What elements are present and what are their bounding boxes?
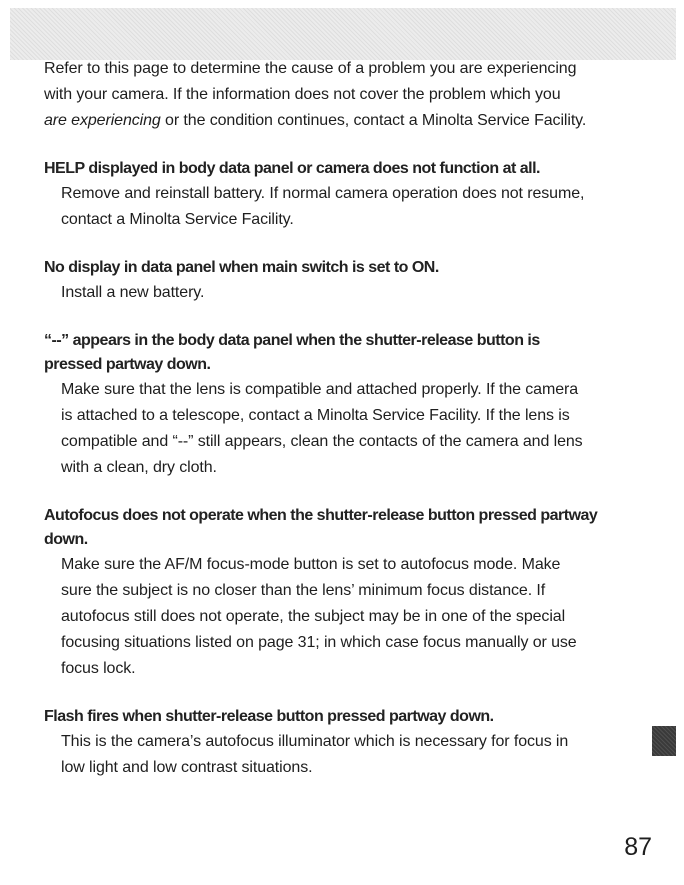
- section-autofocus-not-operating: [44, 504, 644, 682]
- body-line: is attached to a telescope, contact a Minolta Service Facility. If the lens is: [61, 407, 570, 424]
- section-body: [44, 377, 644, 481]
- body-line: Make sure that the lens is compatible and attached properly. If the camera: [61, 381, 579, 398]
- heading-line: “--” appears in the body data panel when the shutter-release button is: [44, 332, 540, 349]
- intro-paragraph: [44, 56, 644, 134]
- heading-line: pressed partway down.: [44, 356, 211, 373]
- section-no-display: [44, 256, 644, 306]
- heading-line: down.: [44, 531, 88, 548]
- section-heading: [44, 705, 644, 729]
- body-line: focus lock.: [61, 660, 136, 677]
- body-line: Install a new battery.: [61, 284, 205, 301]
- body-line: Make sure the AF/M focus-mode button is set to autofocus mode. Make: [61, 556, 561, 573]
- body-line: compatible and “--” still appears, clean the contacts of the camera and lens: [61, 433, 583, 450]
- section-body: [44, 181, 644, 233]
- section-heading: [44, 256, 644, 280]
- heading-line: HELP displayed in body data panel or camera does not function at all.: [44, 160, 540, 177]
- intro-line-3-emphasis: are experiencing: [44, 112, 161, 129]
- heading-line: No display in data panel when main switch is set to ON.: [44, 259, 439, 276]
- section-body: [44, 552, 644, 682]
- intro-line-1: Refer to this page to determine the cause of a problem you are experiencing: [44, 60, 577, 77]
- heading-line: Flash fires when shutter-release button pressed partway down.: [44, 708, 494, 725]
- header-band: [10, 8, 676, 60]
- body-line: contact a Minolta Service Facility.: [61, 211, 294, 228]
- body-line: autofocus still does not operate, the subject may be in one of the special: [61, 608, 566, 625]
- section-heading: [44, 329, 644, 377]
- section-help-displayed: [44, 157, 644, 233]
- section-heading: [44, 504, 644, 552]
- body-line: low light and low contrast situations.: [61, 759, 313, 776]
- section-tab-marker: [652, 726, 676, 756]
- troubleshooting-content: [44, 56, 644, 804]
- body-line: focusing situations listed on page 31; in which case focus manually or use: [61, 634, 577, 651]
- body-line: with a clean, dry cloth.: [61, 459, 217, 476]
- page-number: 87: [624, 833, 652, 861]
- section-body: [44, 729, 644, 781]
- body-line: sure the subject is no closer than the lens’ minimum focus distance. If: [61, 582, 546, 599]
- intro-line-2: with your camera. If the information does not cover the problem which you: [44, 86, 561, 103]
- body-line: This is the camera’s autofocus illuminator which is necessary for focus in: [61, 733, 569, 750]
- intro-line-3-rest: or the condition continues, contact a Minolta Service Facility.: [160, 112, 587, 129]
- heading-line: Autofocus does not operate when the shutter-release button pressed partway: [44, 507, 598, 524]
- section-heading: [44, 157, 644, 181]
- body-line: Remove and reinstall battery. If normal camera operation does not resume,: [61, 185, 585, 202]
- section-body: [44, 280, 644, 306]
- section-flash-fires: [44, 705, 644, 781]
- section-dashes-appear: [44, 329, 644, 481]
